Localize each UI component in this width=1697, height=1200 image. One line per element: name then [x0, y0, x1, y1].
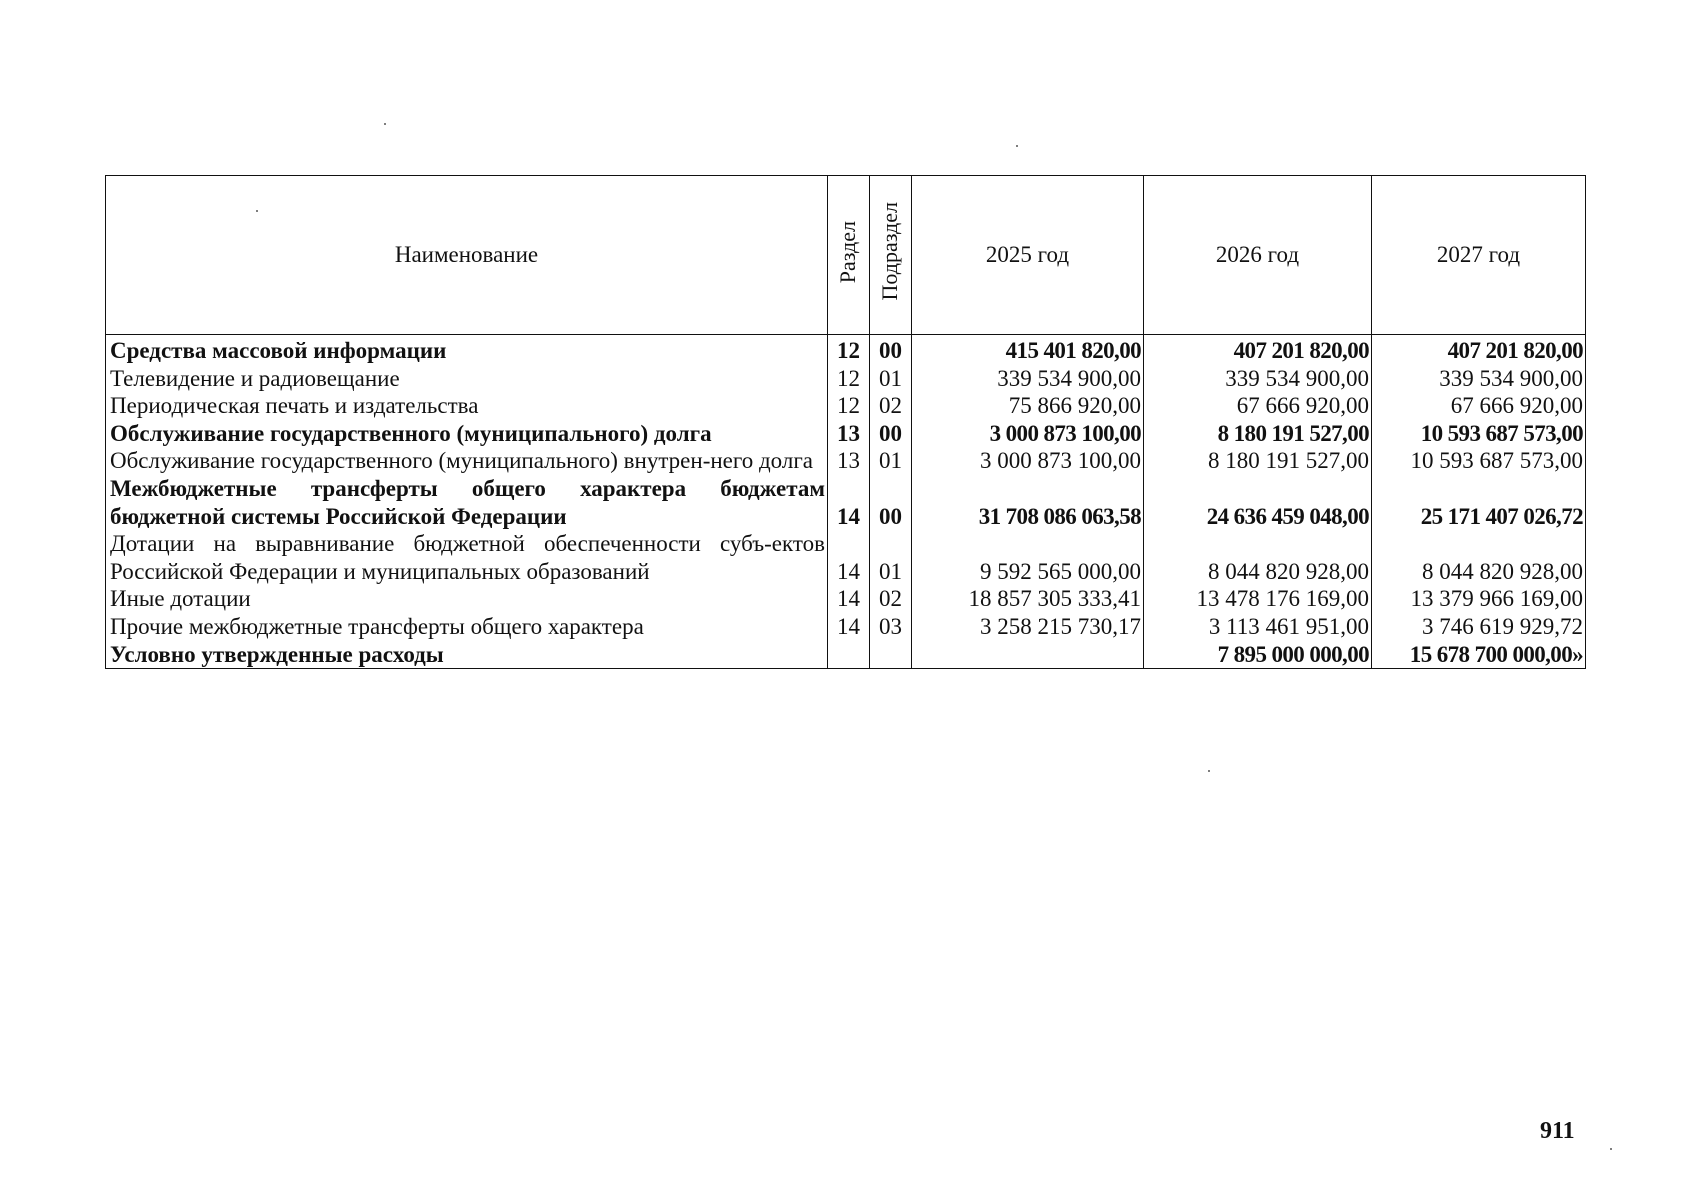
row-value-2026: 13 478 176 169,00: [1144, 585, 1372, 613]
row-value-2027: 10 593 687 573,00: [1372, 447, 1586, 475]
row-section: 12: [828, 365, 870, 393]
row-name: Средства массовой информации: [106, 335, 828, 365]
table-row: [106, 335, 1586, 365]
row-value-2026: 67 666 920,00: [1144, 392, 1372, 420]
row-value-2025: 3 000 873 100,00: [912, 447, 1144, 475]
row-section: [828, 641, 870, 669]
row-value-2025: 3 258 215 730,17: [912, 613, 1144, 641]
header-section: [828, 176, 870, 335]
row-value-2027: 339 534 900,00: [1372, 365, 1586, 393]
row-subsection: 00: [870, 335, 912, 365]
row-section: 13: [828, 420, 870, 448]
scan-speck: [1016, 145, 1018, 147]
scan-speck: [256, 210, 258, 212]
row-value-2026: 7 895 000 000,00: [1144, 641, 1372, 669]
row-subsection: 02: [870, 392, 912, 420]
row-value-2025: [912, 641, 1144, 669]
row-value-2025: 31 708 086 063,58: [912, 475, 1144, 530]
header-subsection: [870, 176, 912, 335]
header-row: [106, 176, 1586, 335]
row-section: 12: [828, 335, 870, 365]
table-row: [106, 530, 1586, 585]
row-name: Условно утвержденные расходы: [106, 641, 828, 669]
table-row: [106, 475, 1586, 530]
table-row: [106, 641, 1586, 669]
row-name: Обслуживание государственного (муниципального) внутрен-него долга: [106, 447, 828, 475]
budget-table: [105, 175, 1586, 669]
header-name: Наименование: [106, 176, 828, 335]
row-subsection: [870, 641, 912, 669]
row-subsection: 01: [870, 530, 912, 585]
table-header: [106, 176, 1586, 335]
table-row: [106, 447, 1586, 475]
row-value-2025: 9 592 565 000,00: [912, 530, 1144, 585]
row-value-2026: 8 180 191 527,00: [1144, 420, 1372, 448]
scan-speck: [1610, 1148, 1612, 1150]
row-value-2025: 75 866 920,00: [912, 392, 1144, 420]
row-value-2025: 339 534 900,00: [912, 365, 1144, 393]
row-section: 14: [828, 613, 870, 641]
row-value-2025: 415 401 820,00: [912, 335, 1144, 365]
scan-speck: [384, 123, 386, 125]
header-section-label: Раздел: [835, 220, 861, 283]
row-value-2027: 10 593 687 573,00: [1372, 420, 1586, 448]
row-name: Межбюджетные трансферты общего характера бюджетам бюджетной системы Российской Федерации: [106, 475, 828, 530]
table-row: [106, 585, 1586, 613]
row-value-2026: 339 534 900,00: [1144, 365, 1372, 393]
row-value-2026: 3 113 461 951,00: [1144, 613, 1372, 641]
scan-speck: [1208, 770, 1210, 772]
row-value-2027: 8 044 820 928,00: [1372, 530, 1586, 585]
row-value-2027: 25 171 407 026,72: [1372, 475, 1586, 530]
header-year-2025: 2025 год: [912, 176, 1144, 335]
row-name: Прочие межбюджетные трансферты общего характера: [106, 613, 828, 641]
row-value-2026: 8 044 820 928,00: [1144, 530, 1372, 585]
table-body: [106, 335, 1586, 669]
row-name: Периодическая печать и издательства: [106, 392, 828, 420]
row-section: 14: [828, 475, 870, 530]
row-name: Телевидение и радиовещание: [106, 365, 828, 393]
row-subsection: 00: [870, 420, 912, 448]
row-value-2026: 24 636 459 048,00: [1144, 475, 1372, 530]
table-row: [106, 365, 1586, 393]
row-value-2027: 15 678 700 000,00»: [1372, 641, 1586, 669]
row-subsection: 02: [870, 585, 912, 613]
row-subsection: 03: [870, 613, 912, 641]
row-name: Обслуживание государственного (муниципального) долга: [106, 420, 828, 448]
row-subsection: 00: [870, 475, 912, 530]
row-value-2027: 407 201 820,00: [1372, 335, 1586, 365]
page-number: 911: [1540, 1118, 1575, 1144]
row-value-2025: 3 000 873 100,00: [912, 420, 1144, 448]
row-name: Иные дотации: [106, 585, 828, 613]
table-row: [106, 613, 1586, 641]
table-row: [106, 420, 1586, 448]
row-value-2026: 407 201 820,00: [1144, 335, 1372, 365]
row-value-2025: 18 857 305 333,41: [912, 585, 1144, 613]
row-value-2027: 67 666 920,00: [1372, 392, 1586, 420]
row-subsection: 01: [870, 365, 912, 393]
table-row: [106, 392, 1586, 420]
header-subsection-label: Подраздел: [877, 202, 903, 301]
header-year-2027: 2027 год: [1372, 176, 1586, 335]
row-value-2027: 13 379 966 169,00: [1372, 585, 1586, 613]
row-section: 13: [828, 447, 870, 475]
row-section: 14: [828, 530, 870, 585]
row-name: Дотации на выравнивание бюджетной обеспеченности субъ-ектов Российской Федерации и муниципальных образований: [106, 530, 828, 585]
header-year-2026: 2026 год: [1144, 176, 1372, 335]
row-subsection: 01: [870, 447, 912, 475]
row-section: 14: [828, 585, 870, 613]
row-section: 12: [828, 392, 870, 420]
row-value-2027: 3 746 619 929,72: [1372, 613, 1586, 641]
row-value-2026: 8 180 191 527,00: [1144, 447, 1372, 475]
